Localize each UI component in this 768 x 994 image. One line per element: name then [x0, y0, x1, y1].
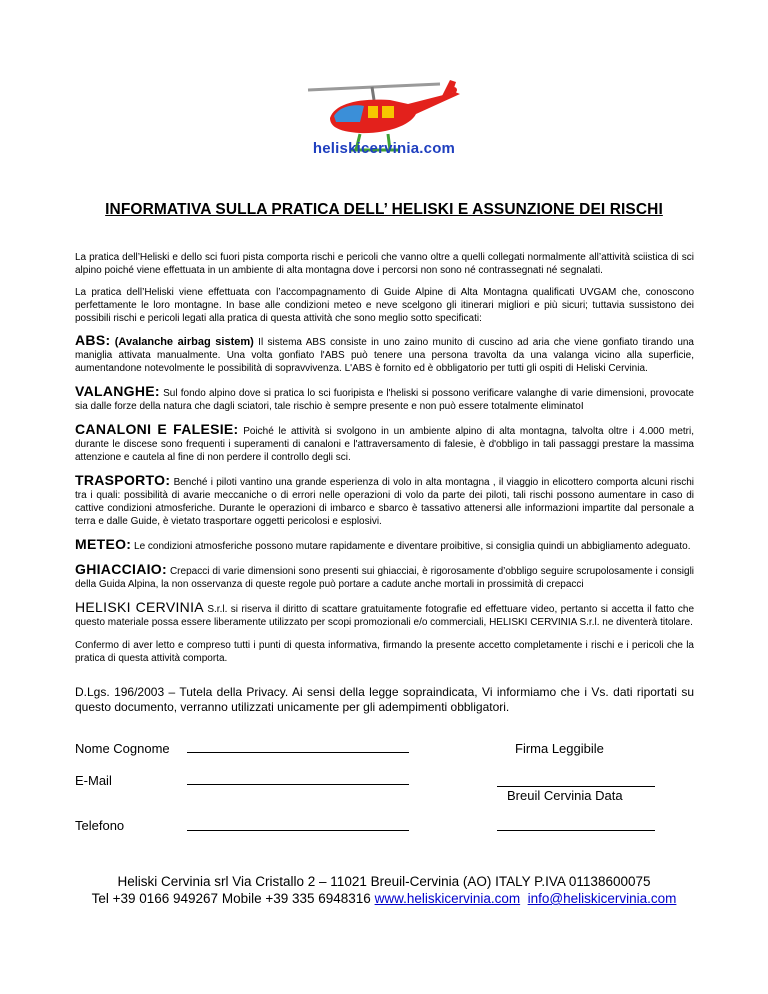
section-text: Crepacci di varie dimensioni sono presenti sui ghiacciai, è rigorosamente d’obbligo seguire scrupolosamente i consigli della Guida Alpina, la non osservanza di queste regole può portare a cadute anche mortali in prossimità di crepacci: [75, 566, 695, 590]
signature-field[interactable]: [497, 786, 655, 787]
website-link[interactable]: www.heliskicervinia.com: [374, 891, 521, 906]
section-subheading: (Avalanche airbag sistem): [114, 336, 254, 348]
intro-paragraph: La pratica dell’Heliski e dello sci fuori pista comporta rischi e pericoli che vanno oltre a quelli collegati normalmente all’attività sciistica di sci alpino poiché viene effettuata in un ambiente di alta montagna dove i percorsi non sono né contrassegnati né segnalati.: [75, 252, 694, 276]
rotor-blade: [308, 84, 440, 90]
section-heading: HELISKI CERVINIA: [75, 599, 204, 615]
section-heading: METEO:: [75, 536, 132, 552]
name-field[interactable]: [187, 752, 409, 753]
name-label: Nome Cognome: [75, 741, 170, 756]
section-text: Le condizioni atmosferiche possono mutare rapidamente e diventare proibitive, si consiglia quindi un abbigliamento adeguato.: [134, 541, 691, 552]
confirmation-paragraph: Confermo di aver letto e compreso tutti i punti di questa informativa, firmando la presente accetto completamente i rischi e i pericoli che la pratica di questa attività comporta.: [75, 640, 694, 664]
phone-field[interactable]: [187, 830, 409, 831]
date-field[interactable]: [497, 830, 655, 831]
email-field[interactable]: [187, 784, 409, 785]
section-heading: VALANGHE:: [75, 383, 160, 399]
section-heading: ABS:: [75, 332, 111, 348]
footer-address: Heliski Cervinia srl Via Cristallo 2 – 11021 Breuil-Cervinia (AO) ITALY P.IVA 01138600075: [117, 874, 651, 889]
footer: [0, 873, 768, 907]
section-text: Poiché le attività si svolgono in un ambiente alpino di alta montagna, talvolta oltre i 4.000 metri, durante le discese sono frequenti i superamenti di canaloni e l'attraversamento di falesie, è d'obbligo in tali passaggi prestare la massima attenzione e cautela al fine di non perdere il controllo degli sci.: [75, 426, 694, 463]
section-heading: GHIACCIAIO:: [75, 561, 167, 577]
section-ghiacciaio: [75, 563, 694, 591]
logo-text: heliskicervinia.com: [312, 140, 456, 157]
footer-contacts: [0, 890, 768, 907]
page-title: INFORMATIVA SULLA PRATICA DELL’ HELISKI E ASSUNZIONE DEI RISCHI: [105, 201, 663, 218]
section-heliski: [75, 601, 694, 629]
privacy-notice: D.Lgs. 196/2003 – Tutela della Privacy. Ai sensi della legge sopraindicata, Vi informiamo che i Vs. dati riportati su questo documento, verranno utilizzati unicamente per gli adempimenti obbligatori.: [75, 685, 694, 714]
section-canaloni: [75, 423, 694, 464]
phone-label: Telefono: [75, 818, 125, 833]
signature-label: Firma Leggibile: [515, 741, 604, 756]
section-heading: TRASPORTO:: [75, 472, 171, 488]
section-meteo: [75, 538, 694, 553]
footer-phone: Tel +39 0166 949267 Mobile +39 335 6948316: [91, 891, 375, 906]
section-text: Benché i piloti vantino una grande esperienza di volo in alta montagna , il viaggio in elicottero comporta alcuni rischi tra i quali: possibilità di avarie meccaniche o di errori nelle operazioni di volo da parte dei piloti, tali rischi possono aumentare in caso di cattive condizioni atmosferiche. Durante le operazioni di imbarco e sbarco è tassativo attenersi alle informazioni impartite dal personale a terra e dalle Guide, è vietato trasportare oggetti pericolosi e esplosivi.: [75, 477, 694, 527]
section-trasporto: [75, 474, 694, 528]
section-abs: [75, 334, 694, 375]
email-link[interactable]: info@heliskicervinia.com: [527, 891, 677, 906]
section-valanghe: [75, 385, 694, 413]
email-label: E-Mail: [75, 773, 112, 788]
section-text: S.r.l. si riserva il diritto di scattare gratuitamente fotografie ed effettuare video, pertanto si accetta il fatto che questo materiale possa essere liberamente utilizzato per scopi promozionali e/o commerciali, HELISKI CERVINIA S.r.l. ne diventerà titolare.: [75, 604, 695, 628]
place-date-label: Breuil Cervinia Data: [507, 788, 623, 803]
section-heading: CANALONI E FALESIE:: [75, 421, 239, 437]
section-text: Il sistema ABS consiste in uno zaino munito di cuscino ad aria che viene gonfiato tirando una maniglia attivata manualmente. Una volta gonfiato l'ABS può tenere una persona travolta da una valanga vicino alla superficie, aumentandone notevolmente le possibilità di sopravvivenza. L'ABS è fornito ed è obbligatorio per tutti gli ospiti di Heliski Cervinia.: [75, 337, 694, 374]
document-body: [75, 251, 694, 674]
section-text: Sul fondo alpino dove si pratica lo sci fuoripista e l'heliski si possono verificare valanghe di varie dimensioni, provocate sia dalle forze della natura che dagli sciatori, tale rischio è sempre presente e non può essere totalmente eliminatoI: [75, 388, 694, 412]
intro-paragraph: La pratica dell’Heliski viene effettuata con l’accompagnamento di Guide Alpine di Alta Montagna qualificati UVGAM che, conoscono perfettamente le loro montagne. In base alle condizioni meteo e neve scelgono gli itinerari migliori e più sicuri; tuttavia sussistono dei possibili rischi e pericoli legati alla pratica di questa attività che sono meglio sotto specificati:: [75, 287, 694, 324]
